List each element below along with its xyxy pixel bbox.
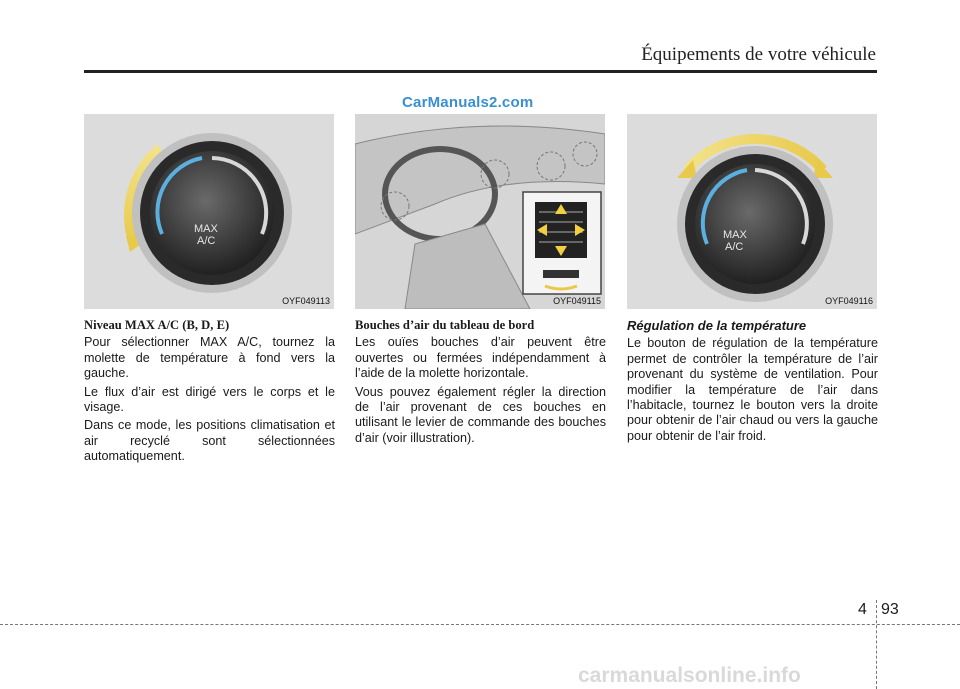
figure-code: OYF049115: [553, 296, 601, 306]
footer-divider: [876, 600, 877, 689]
knob-illustration: [84, 114, 334, 309]
section-heading: Niveau MAX A/C (B, D, E): [84, 318, 230, 332]
chapter-number: 4: [858, 601, 867, 618]
knob-ac-label: A/C: [197, 235, 216, 247]
knob-ac-label: A/C: [725, 241, 744, 253]
figure-knob-max-ac: [84, 114, 334, 309]
footer-rule: [0, 624, 960, 625]
section-heading: Régulation de la température: [627, 318, 807, 333]
section-title: Équipements de votre véhicule: [641, 44, 876, 65]
paragraph: Le bouton de régulation de la température permet de contrôler la température de l’air provenant du système de ventilation. Pour modifier la température de l’air dans l’habitacle, tournez le bouton vers la droite pour obtenir de l’air chaud ou vers la gauche pour obtenir de l’air froid.: [627, 336, 878, 443]
column-max-ac: [84, 318, 335, 468]
paragraph: Le flux d’air est dirigé vers le corps et le visage.: [84, 384, 335, 415]
dashboard-illustration: [355, 114, 605, 309]
column-temperature: [627, 318, 878, 447]
knob-illustration: [627, 114, 877, 309]
figure-code: OYF049113: [282, 296, 330, 306]
section-heading: Bouches d’air du tableau de bord: [355, 318, 535, 332]
knob-max-label: MAX: [723, 229, 747, 241]
header-rule: [84, 70, 877, 73]
figure-code: OYF049116: [825, 296, 873, 306]
paragraph: Vous pouvez également régler la direction de l’air provenant de ces bouches en utilisant le levier de commande des bouches d’air (voir illustration).: [355, 384, 606, 445]
paragraph: Pour sélectionner MAX A/C, tournez la molette de température à fond vers la gauche.: [84, 335, 335, 381]
paragraph: Les ouïes bouches d’air peuvent être ouvertes ou fermées indépendamment à l’aide de la molette horizontale.: [355, 335, 606, 381]
figure-knob-temperature: [627, 114, 877, 309]
watermark: CarManuals2.com: [402, 94, 534, 111]
paragraph: Dans ce mode, les positions climatisation et air recyclé sont sélectionnées automatiquement.: [84, 418, 335, 464]
site-watermark: carmanualsonline.info: [578, 664, 801, 687]
knob-max-label: MAX: [194, 223, 218, 235]
figure-dashboard-vents: [355, 114, 605, 309]
column-dashboard-vents: [355, 318, 606, 449]
page-number: 93: [881, 601, 899, 618]
